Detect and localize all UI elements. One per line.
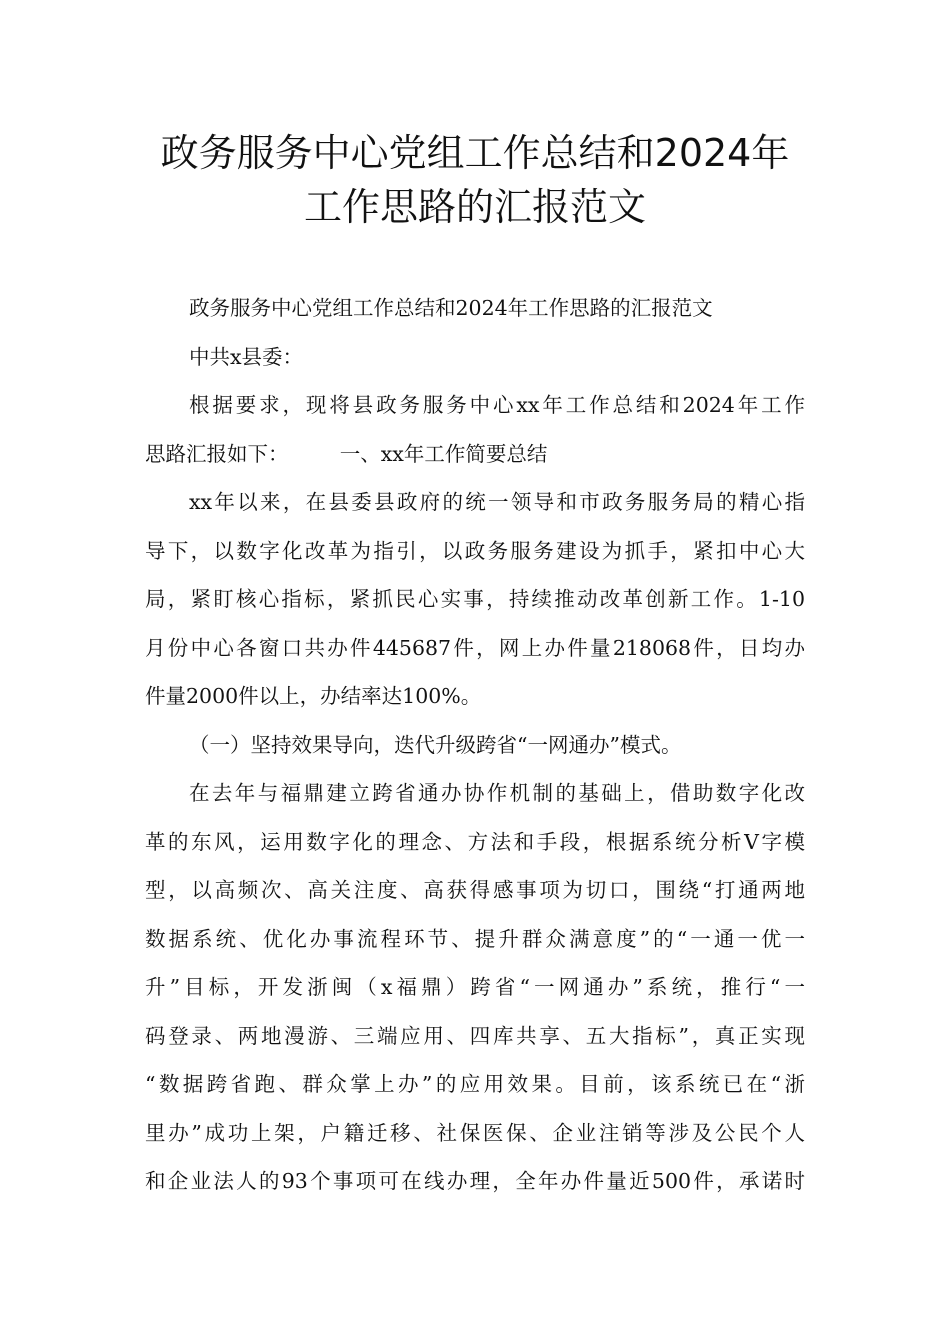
paragraph-line: 里办”成功上架，户籍迁移、社保医保、企业注销等涉及公民个人 <box>145 1120 805 1145</box>
paragraph-line: 局，紧盯核心指标，紧抓民心实事，持续推动改革创新工作。1-10 <box>145 587 805 611</box>
paragraph-line: 在去年与福鼎建立跨省通办协作机制的基础上，借助数字化改 <box>189 781 805 805</box>
paragraph-line: 数据系统、优化办事流程环节、提升群众满意度”的“一通一优一 <box>145 926 805 951</box>
paragraph-line: 月份中心各窗口共办件445687件，网上办件量218068件，日均办 <box>145 635 805 660</box>
paragraph-line: xx年以来，在县委县政府的统一领导和市政务服务局的精心指 <box>189 490 805 514</box>
paragraph-line: 思路汇报如下： 一、xx年工作简要总结 <box>145 441 548 466</box>
paragraph-line: 政务服务中心党组工作总结和2024年工作思路的汇报范文 <box>189 296 713 320</box>
paragraph-line: 型，以高频次、高关注度、高获得感事项为切口，围绕“打通两地 <box>145 878 805 902</box>
paragraph-line: 码登录、两地漫游、三端应用、四库共享、五大指标”，真正实现 <box>145 1023 805 1048</box>
paragraph-line: 升”目标，开发浙闽（x福鼎）跨省“一网通办”系统，推行“一 <box>145 975 805 999</box>
document-title-line-2: 工作思路的汇报范文 <box>303 185 646 229</box>
paragraph-line: 中共x县委： <box>189 344 304 369</box>
document-title-line-1: 政务服务中心党组工作总结和2024年 <box>160 131 790 175</box>
paragraph-line: 根据要求，现将县政务服务中心xx年工作总结和2024年工作 <box>189 393 805 417</box>
paragraph-line: 导下，以数字化改革为指引，以政务服务建设为抓手，紧扣中心大 <box>145 538 805 563</box>
paragraph-line: “数据跨省跑、群众掌上办”的应用效果。目前，该系统已在“浙 <box>145 1072 805 1096</box>
paragraph-line: 件量2000件以上，办结率达100%。 <box>145 684 482 708</box>
paragraph-line: （一）坚持效果导向，迭代升级跨省“一网通办”模式。 <box>189 732 682 757</box>
paragraph-line: 和企业法人的93个事项可在线办理，全年办件量近500件，承诺时 <box>145 1169 805 1193</box>
paragraph-line: 革的东风，运用数字化的理念、方法和手段，根据系统分析V字模 <box>145 829 805 854</box>
document-body <box>145 284 805 1224</box>
